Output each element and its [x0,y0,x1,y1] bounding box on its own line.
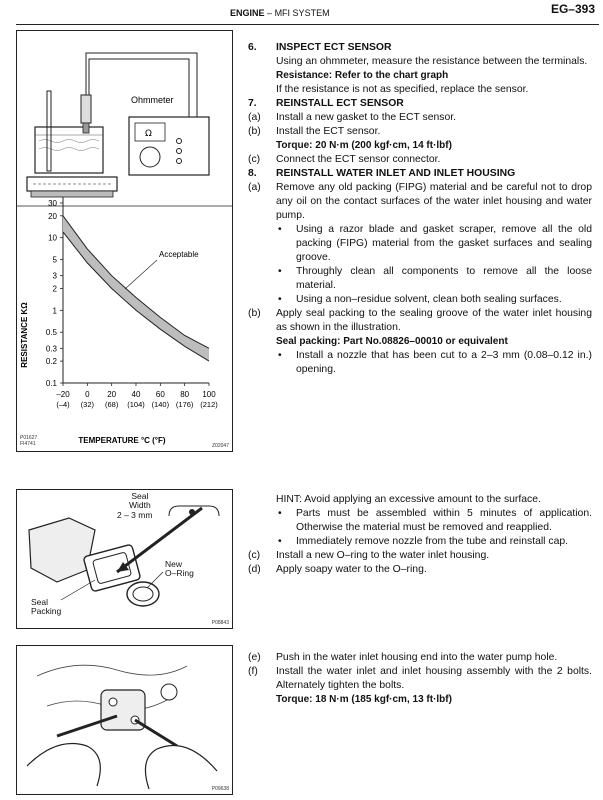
install-housing-illustration [17,646,232,794]
step-7c-label: (c) [248,154,261,165]
step-7a-label: (a) [248,112,261,123]
bullet-dot: • [278,350,282,361]
step-8f-label: (f) [248,666,258,677]
step-8a-bullet-3 [258,293,592,307]
step-8c-text: Install a new O–ring to the water inlet housing. [276,550,490,561]
step-7c-text: Connect the ECT sensor connector. [276,154,441,165]
y-tick-label: 2 [52,284,57,294]
header-dash: – [267,8,273,18]
svg-text:Ω: Ω [145,129,152,139]
step-8a-label: (a) [248,182,261,193]
upper-limit-line [63,216,209,348]
chart-code-1: P01627 [20,435,38,441]
step-8a-text: Remove any old packing (FIPG) material and be careful not to drop any oil on the contact surfaces of the water inlet housing and water pump. [276,182,592,221]
text-block-2 [248,493,592,577]
x-tick-label: 20 [107,390,117,399]
x-tick-label-f: (212) [200,400,218,409]
step-7-number: 7. [248,98,257,109]
page-header [0,2,603,22]
step-8e-text: Push in the water inlet housing end into the water pump hole. [276,652,558,663]
x-tick-label: 60 [155,390,165,399]
x-tick-label: 80 [180,390,190,399]
figure-water-inlet [16,489,233,629]
step-7b-text: Install the ECT sensor. [276,126,381,137]
step-7-torque: Torque: 20 N·m (200 kgf·cm, 14 ft·lbf) [276,140,452,151]
bullet-text: Throughly clean all components to remove all the loose material. [296,266,592,291]
step-7b [248,125,592,139]
y-tick-label: 0.1 [45,379,57,388]
step-6-title: INSPECT ECT SENSOR [276,42,392,53]
x-tick-label-f: (–4) [56,400,70,409]
figure3-code: P09638 [211,786,229,792]
x-tick-label-f: (140) [151,400,170,409]
step-7a-text: Install a new gasket to the ECT sensor. [276,112,457,123]
step-8d-label: (d) [248,564,261,575]
step-7-title: REINSTALL ECT SENSOR [276,98,404,109]
step-8-title: REINSTALL WATER INLET AND INLET HOUSING [276,168,516,179]
figure2-code: P08843 [211,620,229,626]
chart-annotation-acceptable: Acceptable [159,250,199,259]
bullet-dot: • [278,266,282,277]
step-6-text2: If the resistance is not as specified, replace the sensor. [276,84,529,95]
figure-ect-sensor [16,30,233,452]
step-8-number: 8. [248,168,257,179]
header-subsection: MFI SYSTEM [274,8,330,18]
chart-code-2: FI4741 [20,441,36,447]
y-tick-label: 3 [52,271,57,281]
hint-bullet-1 [258,507,592,535]
chart-ylabel: RESISTANCE KΩ [20,302,29,368]
step-8e [248,651,592,665]
step-7a [248,111,592,125]
x-tick-label-f: (68) [104,400,119,409]
step-8a-bullet-2 [258,265,592,293]
step-8b-label: (b) [248,308,261,319]
seal-width-value: 2 – 3 mm [117,510,153,520]
bullet-text: Immediately remove nozzle from the tube and reinstall cap. [296,536,569,547]
header-section [230,8,330,18]
resistance-temperature-chart [17,31,232,451]
y-tick-label: 5 [52,255,57,265]
y-tick-label: 1 [52,306,57,316]
step-8b [248,307,592,335]
bullet-dot: • [278,508,282,519]
step-8d-text: Apply soapy water to the O–ring. [276,564,427,575]
hint-bullet-2 [258,535,592,549]
page-number: EG–393 [550,2,595,16]
x-tick-label: 0 [85,390,90,399]
step-8f-torque: Torque: 18 N·m (185 kgf·cm, 13 ft·lbf) [276,694,452,705]
header-engine: ENGINE [230,8,265,18]
bullet-text: Using a non–residue solvent, clean both sealing surfaces. [296,294,562,305]
bullet-text: Parts must be assembled within 5 minutes of application. Otherwise the material must be removed and reapplied. [296,508,592,533]
x-tick-label: –20 [56,390,70,399]
step-8a [248,181,592,223]
chart-code-3: Z02047 [212,443,229,449]
y-tick-label: 30 [48,199,57,208]
bullet-text: Using a razor blade and gasket scraper, remove all the old packing (FIPG) material from the gasket surfaces and sealing groove. [296,224,592,263]
step-7b-label: (b) [248,126,261,137]
x-tick-label: 100 [202,390,216,399]
header-rule [16,24,599,25]
step-8e-label: (e) [248,652,261,663]
bullet-dot: • [278,536,282,547]
x-tick-label-f: (32) [80,400,95,409]
step-8c [248,549,592,563]
acceptable-band-fill [63,216,209,361]
step-6-heading [248,41,592,55]
step-8-heading [248,167,592,181]
step-8c-label: (c) [248,550,261,561]
step-8b-seal: Seal packing: Part No.08826–00010 or equivalent [276,336,508,347]
y-tick-label: 20 [48,211,57,221]
x-tick-label-f: (176) [175,400,194,409]
new-oring-label: New O–Ring [165,559,194,578]
step-7c [248,153,592,167]
seal-width-label: Seal Width [129,491,151,510]
step-8f-text: Install the water inlet and inlet housing assembly with the 2 bolts. Alternately tighten the bolts. [276,666,592,691]
chart-xlabel: TEMPERATURE °C (°F) [78,436,166,445]
seal-packing-label: Seal Packing [31,597,62,616]
y-tick-label: 0.5 [45,328,57,338]
bullet-dot: • [278,294,282,305]
x-tick-label: 40 [131,390,141,399]
step-6-text: Using an ohmmeter, measure the resistance between the terminals. [276,56,588,67]
figure-install-housing [16,645,233,795]
annotation-leader-line [125,260,157,289]
step-8d [248,563,592,577]
y-tick-label: 0.2 [45,357,57,367]
step-8a-bullet-1 [258,223,592,265]
step-6-spec: Resistance: Refer to the chart graph [276,70,449,81]
step-6-number: 6. [248,42,257,53]
bullet-text: Install a nozzle that has been cut to a 2–3 mm (0.08–0.12 in.) opening. [296,350,592,375]
y-tick-label: 10 [48,233,57,243]
ohmmeter-label: Ohmmeter [131,95,174,105]
hint-text: HINT: Avoid applying an excessive amount to the surface. [276,494,541,505]
bullet-dot: • [278,224,282,235]
step-7-heading [248,97,592,111]
x-tick-label-f: (104) [127,400,145,409]
text-block-3 [248,651,592,707]
step-8b-text: Apply seal packing to the sealing groove of the water inlet housing as shown in the illustration. [276,308,592,333]
y-tick-label: 0.3 [45,344,57,354]
text-block-1 [248,41,592,377]
step-8f [248,665,592,693]
step-8b-bullet-1 [258,349,592,377]
